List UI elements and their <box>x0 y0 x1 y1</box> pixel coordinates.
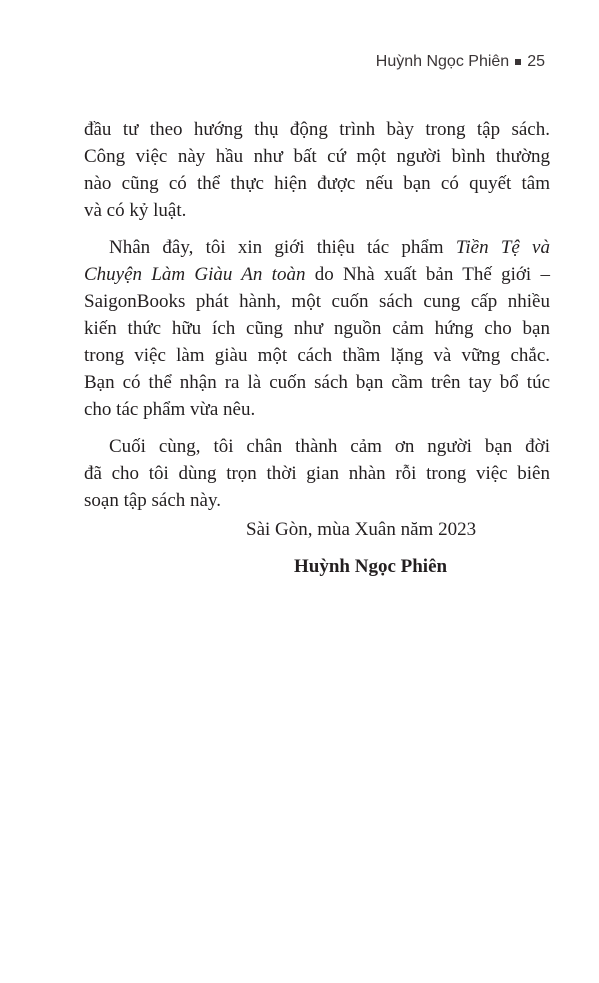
header-separator-square <box>515 59 521 65</box>
text-line: Công việc này hầu như bất cứ một người bình thường <box>84 146 550 167</box>
text-line: soạn tập sách này. <box>84 490 221 511</box>
signature-place-date: Sài Gòn, mùa Xuân năm 2023 <box>246 519 477 540</box>
text-line <box>84 261 550 288</box>
text-line: kiến thức hữu ích cũng như nguồn cảm hứng cho bạn <box>84 318 550 339</box>
paragraph-3 <box>84 433 550 514</box>
text-run: do Nhà xuất bản Thế giới – <box>305 264 550 285</box>
text-line: SaigonBooks phát hành, một cuốn sách cung cấp nhiều <box>84 291 550 312</box>
text-line: Cuối cùng, tôi chân thành cảm ơn người bạn đời <box>109 436 550 457</box>
header-author: Huỳnh Ngọc Phiên <box>375 53 510 70</box>
text-line <box>84 234 550 261</box>
text-line: Bạn có thể nhận ra là cuốn sách bạn cầm trên tay bổ túc <box>84 372 550 393</box>
book-title-italic: Chuyện Làm Giàu An toàn <box>84 264 306 285</box>
text-line: trong việc làm giàu một cách thầm lặng và vững chắc. <box>84 345 550 366</box>
text-run: Nhân đây, tôi xin giới thiệu tác phẩm <box>109 237 456 258</box>
book-title-italic: Tiền Tệ và <box>455 237 550 258</box>
text-line: và có kỷ luật. <box>84 200 187 221</box>
text-line: đã cho tôi dùng trọn thời gian nhàn rỗi trong việc biên <box>84 463 550 484</box>
signature-name: Huỳnh Ngọc Phiên <box>294 556 448 577</box>
paragraph-1 <box>84 116 550 224</box>
running-header <box>376 53 545 71</box>
text-line: cho tác phẩm vừa nêu. <box>84 399 256 420</box>
page-number: 25 <box>527 53 545 70</box>
text-line: đầu tư theo hướng thụ động trình bày trong tập sách. <box>84 119 550 140</box>
paragraph-2 <box>84 234 550 423</box>
body-text <box>84 116 550 514</box>
text-line: nào cũng có thể thực hiện được nếu bạn có quyết tâm <box>84 173 550 194</box>
